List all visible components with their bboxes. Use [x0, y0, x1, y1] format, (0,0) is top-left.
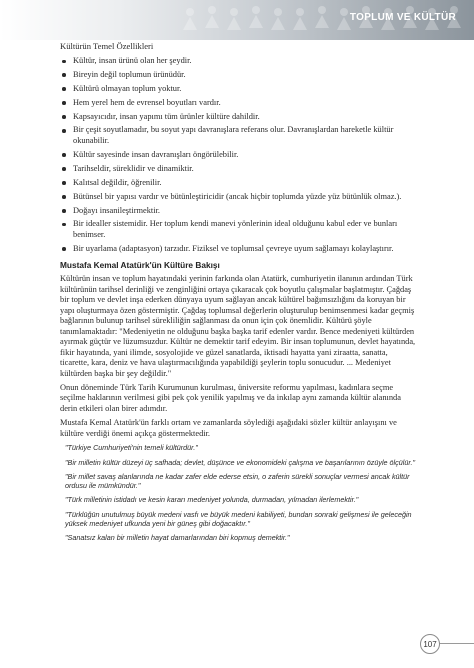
list-item	[60, 150, 418, 161]
list-item-text: Kalıtsal değildir, öğrenilir.	[73, 177, 162, 187]
list-item-text: Kültür sayesinde insan davranışları öngörülebilir.	[73, 149, 239, 159]
list-item	[60, 219, 418, 240]
header-title: TOPLUM VE KÜLTÜR	[349, 12, 456, 23]
ataturk-subheading: Mustafa Kemal Atatürk'ün Kültüre Bakışı	[60, 260, 220, 271]
list-item-text: Bir idealler sistemidir. Her toplum kendi manevi yönlerinin ideal olduğunu kabul eder ve bunları benimser.	[73, 219, 398, 239]
bullet-dot-icon	[62, 195, 66, 199]
list-item-text: Bir çeşit soyutlamadır, bu soyut yapı davranışlara referans olur. Davranışlardan hareketle kültür okunabilir.	[73, 125, 394, 146]
list-item	[60, 206, 418, 217]
body-paragraph: Kültürün insan ve toplum hayatındaki yerinin farkında olan Atatürk, cumhuriyetin ilanının ardından Türk kültürünün tarihsel derinliği ve zenginliğini ortaya çıkaracak çok boyutlu çalışmalar başlatmıştır. Çağdaş bir toplum ve devlet inşa ederken dünyaya uyum sağlayan ancak kültürel bağımsızlığını da koruyan bir yapı oluşturmaya özen göstermiştir. Çağdaş toplumsal değerlerin oluşturulup benimsenmesi kadar geçmiş bağlarının bulunup tarihsel sürekliliğin sağlanması da onun için çok önemlidir. Kültürü şöyle tanımlamaktadır: "Medeniyetin ne olduğunu başka başka tarif edenler vardır. Bence medeniyeti kültürden ayırmak güçtür ve lüzumsuzdur. Kültür ne demektir tarif edeyim. Bir insan toplumunun, devlet hayatında, fikir hayatında, yani ilimde, sosyolojide ve güzel sanatlarda, iktisadi hayatta yani ziraatta, sanatta, ticarette, kara, deniz ve hava ulaştırmacılığında yapabildiği şeylerin toplu sonucudur. ... Medeniyet kültürden başka bir şey değildir."	[60, 274, 416, 378]
body-paragraph: Mustafa Kemal Atatürk'ün farklı ortam ve zamanlarda söylediği aşağıdaki sözler kültür anlayışını ve kültüre verdiği önemi açıkça göstermektedir.	[60, 418, 397, 438]
list-item	[60, 125, 418, 146]
header-band	[0, 0, 474, 40]
section-title: Kültürün Temel Özellikleri	[60, 41, 154, 51]
page-number: 107	[420, 634, 440, 654]
bullet-dot-icon	[62, 181, 66, 185]
page-number-rule	[438, 643, 474, 644]
quotes-block	[65, 443, 418, 542]
list-item-text: Doğayı insanileştirmektir.	[73, 205, 160, 215]
bullet-dot-icon	[62, 60, 66, 64]
list-item-text: Kültür, insan ürünü olan her şeydir.	[73, 56, 192, 65]
bullet-dot-icon	[62, 209, 66, 213]
list-item	[60, 98, 418, 109]
bullet-dot-icon	[62, 115, 66, 119]
quote: "Bir milletin kültür düzeyi üç safhada; devlet, düşünce ve ekonomideki çalışma ve başarılarının özüyle ölçülür."	[65, 457, 416, 467]
bullet-dot-icon	[62, 101, 66, 105]
body-paragraph: Onun döneminde Türk Tarih Kurumunun kurulması, üniversite reformu yapılması, kadınlara seçme seçilme haklarının verilmesi gibi pek çok yenilik yapılmış ve da inkılap aynı zamanda kültür alanında derin etkileri olan birer adımdır.	[60, 383, 401, 413]
characteristics-list	[60, 56, 418, 254]
list-item	[60, 84, 418, 95]
bullet-dot-icon	[62, 87, 66, 91]
quote: "Türkiye Cumhuriyeti'nin temeli kültürdür."	[65, 443, 198, 453]
list-item-text: Bireyin değil toplumun ürünüdür.	[73, 69, 186, 79]
bullet-dot-icon	[62, 223, 66, 227]
list-item	[60, 178, 418, 189]
list-item-text: Tarihseldir, süreklidir ve dinamiktir.	[73, 163, 194, 173]
bullet-dot-icon	[62, 73, 66, 77]
bullet-dot-icon	[62, 129, 66, 133]
quote: "Türklüğün unutulmuş büyük medeni vasfı ve büyük medeni kabiliyeti, bundan sonraki gelişmesi ile geleceğin yüksek medeniyet ufkunda yeni bir güneş gibi doğacaktır."	[65, 509, 412, 529]
quote: "Bir millet savaş alanlarında ne kadar zafer elde ederse etsin, o zaferin sürekli sonuçlar vermesi ancak kültür ordusu ile mümkündür."	[65, 471, 410, 491]
list-item	[60, 56, 418, 67]
list-item	[60, 164, 418, 175]
quote: "Sanatsız kalan bir milletin hayat damarlarından biri kopmuş demektir."	[65, 533, 290, 543]
list-item	[60, 192, 418, 203]
bullet-dot-icon	[62, 247, 66, 251]
list-item	[60, 112, 418, 123]
list-item-text: Bütünsel bir yapısı vardır ve bütünleştiricidir (ancak hiçbir toplumda yüzde yüz bütünlük olmaz.).	[73, 191, 402, 201]
page-content	[60, 41, 418, 548]
list-item-text: Kapsayıcıdır, insan yapımı tüm ürünler kültüre dahildir.	[73, 111, 260, 121]
quote: "Türk milletinin istidadı ve kesin kararı medeniyet yolunda, durmadan, yılmadan ilerlemektir."	[65, 495, 359, 505]
list-item-text: Kültürü olmayan toplum yoktur.	[73, 83, 182, 93]
list-item-text: Bir uyarlama (adaptasyon) tarzıdır. Fiziksel ve toplumsal çevreye uyum sağlamayı kolaylaştırır.	[73, 243, 394, 253]
bullet-dot-icon	[62, 153, 66, 157]
list-item	[60, 70, 418, 81]
bullet-dot-icon	[62, 167, 66, 171]
list-item-text: Hem yerel hem de evrensel boyutları vardır.	[73, 97, 221, 107]
list-item	[60, 244, 418, 255]
